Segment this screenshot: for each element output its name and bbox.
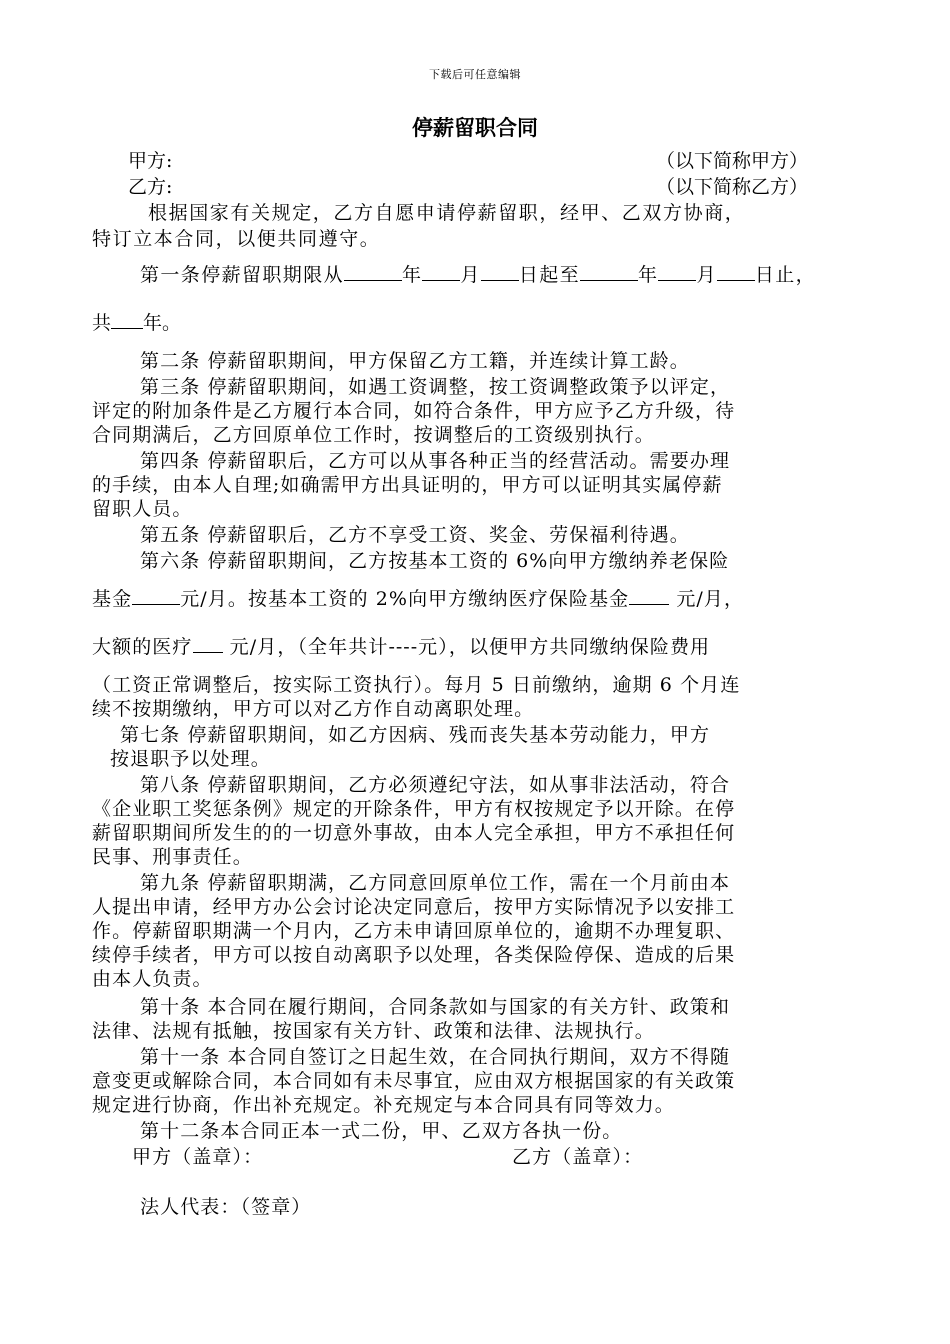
article-4-line-2: 的手续，由本人自理;如确需甲方出具证明的，甲方可以证明其实属停薪 (92, 474, 723, 496)
article-9-line-1: 第九条 停薪留职期满，乙方同意回原单位工作，需在一个月前由本 (140, 872, 731, 894)
article-3-line-3: 合同期满后，乙方回原单位工作时，按调整后的工资级别执行。 (92, 424, 655, 446)
article-6-line-1: 第六条 停薪留职期间，乙方按基本工资的 6%向甲方缴纳养老保险 (140, 550, 730, 572)
article-8-line-2: 《企业职工奖惩条例》规定的开除条件，甲方有权按规定予以开除。在停 (92, 798, 736, 820)
article-9-line-3: 作。停薪留职期满一个月内，乙方未申请回原单位的，逾期不办理复职、 (92, 920, 736, 942)
article-8-line-4: 民事、刑事责任。 (92, 846, 253, 868)
party-b-note: （以下简称乙方） (655, 176, 808, 198)
article-1-line-2: 共 年。 (92, 312, 182, 334)
intro-line-2: 特订立本合同，以便共同遵守。 (92, 228, 381, 250)
signature-party-a: 甲方（盖章）： (132, 1146, 264, 1168)
article-6-line-2: 基金 元/月。按基本工资的 2%向甲方缴纳医疗保险基金 元/月， (92, 588, 745, 610)
article-8-line-1: 第八条 停薪留职期间，乙方必须遵纪守法，如从事非法活动，符合 (140, 774, 731, 796)
article-4-line-1: 第四条 停薪留职后，乙方可以从事各种正当的经营活动。需要办理 (140, 450, 731, 472)
article-6-line-3: 大额的医疗 元/月，（全年共计----元），以便甲方共同缴纳保险费用 (92, 636, 711, 658)
article-6-line-4: （工资正常调整后，按实际工资执行）。每月 5 日前缴纳，逾期 6 个月连 (92, 674, 741, 696)
article-10-line-2: 法律、法规有抵触，按国家有关方针、政策和法律、法规执行。 (92, 1020, 655, 1042)
article-7-line-2: 按退职予以处理。 (110, 748, 271, 770)
signature-party-b: 乙方（盖章）： (512, 1146, 644, 1168)
page-header: 下载后可任意编辑 (429, 68, 521, 81)
legal-representative: 法人代表：（签章） (140, 1196, 312, 1218)
article-1-line-1: 第一条停薪留职期限从 年 月 日起至 年 月 日止， (140, 264, 817, 286)
party-b-label: 乙方: (128, 176, 173, 198)
article-9-line-4: 续停手续者，甲方可以按自动离职予以处理，各类保险停保、造成的后果 (92, 944, 736, 966)
article-9-line-2: 人提出申请，经甲方办公会讨论决定同意后，按甲方实际情况予以安排工 (92, 896, 736, 918)
article-3-line-2: 评定的附加条件是乙方履行本合同，如符合条件，甲方应予乙方升级，待 (92, 400, 736, 422)
article-11-line-1: 第十一条 本合同自签订之日起生效，在合同执行期间，双方不得随 (140, 1046, 731, 1068)
document-title: 停薪留职合同 (412, 116, 538, 140)
article-7-line-1: 第七条 停薪留职期间，如乙方因病、残而丧失基本劳动能力，甲方 (120, 724, 711, 746)
article-6-line-5: 续不按期缴纳，甲方可以对乙方作自动离职处理。 (92, 698, 535, 720)
article-4-line-3: 留职人员。 (92, 498, 193, 520)
party-b-line (128, 176, 808, 198)
article-8-line-3: 薪留职期间所发生的的一切意外事故，由本人完全承担，甲方不承担任何 (92, 822, 736, 844)
article-2: 第二条 停薪留职期间，甲方保留乙方工籍，并连续计算工龄。 (140, 350, 690, 372)
party-a-line (128, 150, 808, 172)
article-11-line-2: 意变更或解除合同，本合同如有未尽事宜，应由双方根据国家的有关政策 (92, 1070, 736, 1092)
article-11-line-3: 规定进行协商，作出补充规定。补充规定与本合同具有同等效力。 (92, 1094, 675, 1116)
party-a-note: （以下简称甲方） (655, 150, 808, 172)
party-a-label: 甲方: (128, 150, 173, 172)
article-9-line-5: 由本人负责。 (92, 968, 213, 990)
intro-line-1: 根据国家有关规定，乙方自愿申请停薪留职，经甲、乙双方协商， (148, 202, 746, 224)
article-3-line-1: 第三条 停薪留职期间，如遇工资调整，按工资调整政策予以评定， (140, 376, 731, 398)
article-12: 第十二条本合同正本一式二份，甲、乙双方各执一份。 (140, 1120, 623, 1142)
article-10-line-1: 第十条 本合同在履行期间，合同条款如与国家的有关方针、政策和 (140, 996, 731, 1018)
article-5: 第五条 停薪留职后，乙方不享受工资、奖金、劳保福利待遇。 (140, 524, 690, 546)
